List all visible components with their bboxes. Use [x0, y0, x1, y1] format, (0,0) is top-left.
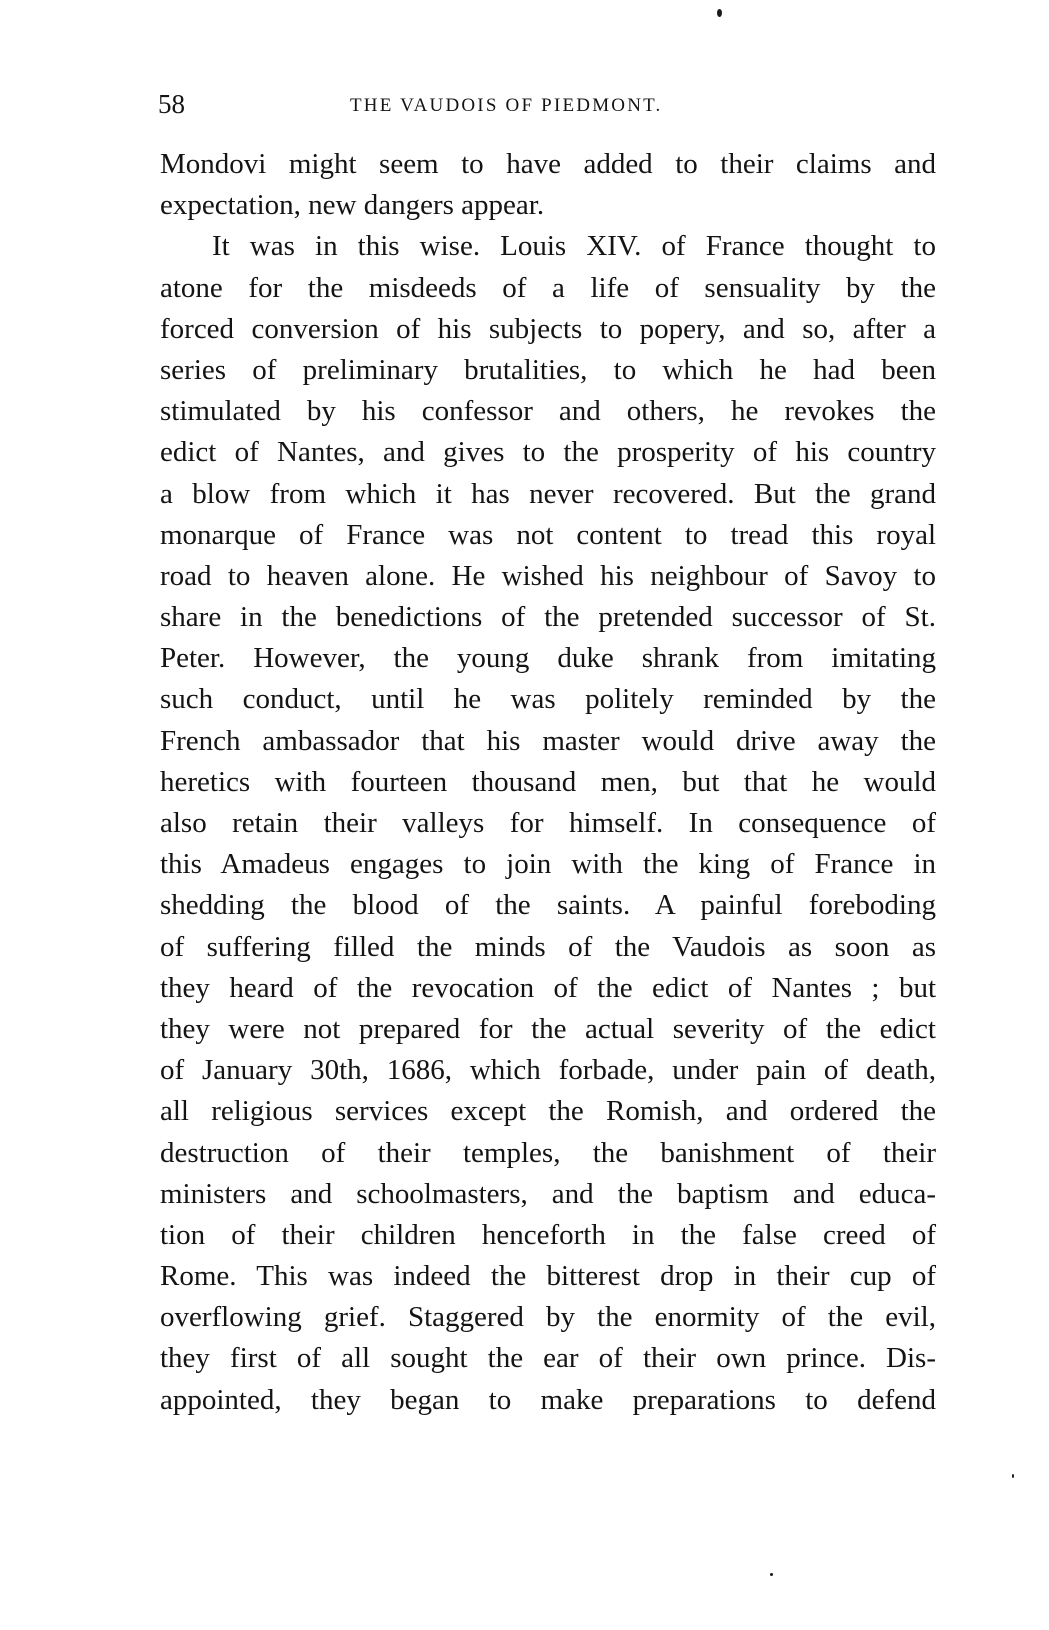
- text-line: they first of all sought the ear of their own prince. Dis-: [160, 1342, 936, 1375]
- ink-speck: [1012, 1474, 1014, 1478]
- text-line: they were not prepared for the actual severity of the edict: [160, 1012, 936, 1045]
- page-header: [158, 86, 948, 126]
- running-title: THE VAUDOIS OF PIEDMONT.: [350, 95, 663, 116]
- text-line: of suffering filled the minds of the Vaudois as soon as: [160, 930, 936, 963]
- text-line: Peter. However, the young duke shrank from imitating: [160, 642, 936, 675]
- text-line: share in the benedictions of the pretended successor of St.: [160, 601, 936, 634]
- text-line: atone for the misdeeds of a life of sensuality by the: [160, 271, 936, 304]
- text-line: edict of Nantes, and gives to the prosperity of his country: [160, 436, 936, 469]
- text-line: shedding the blood of the saints. A painful foreboding: [160, 889, 936, 922]
- text-line: forced conversion of his subjects to popery, and so, after a: [160, 312, 936, 345]
- text-line: tion of their children henceforth in the false creed of: [160, 1218, 936, 1251]
- text-line: also retain their valleys for himself. In consequence of: [160, 807, 936, 839]
- text-line: series of preliminary brutalities, to which he had been: [160, 353, 936, 386]
- text-line: Rome. This was indeed the bitterest drop in their cup of: [160, 1260, 936, 1293]
- ink-speck: [717, 9, 722, 17]
- text-line: this Amadeus engages to join with the king of France in: [160, 848, 936, 881]
- body-text: [160, 144, 936, 1421]
- text-line: such conduct, until he was politely reminded by the: [160, 683, 936, 716]
- text-line: a blow from which it has never recovered. But the grand: [160, 477, 936, 510]
- text-line: expectation, new dangers appear.: [160, 189, 545, 222]
- text-line: destruction of their temples, the banishment of their: [160, 1136, 936, 1169]
- text-line: heretics with fourteen thousand men, but that he would: [160, 765, 936, 798]
- ink-speck: [770, 1573, 773, 1576]
- page-number: 58: [158, 89, 185, 119]
- text-line: road to heaven alone. He wished his neighbour of Savoy to: [160, 559, 936, 592]
- text-line: It was in this wise. Louis XIV. of France thought to: [212, 230, 936, 263]
- text-line: appointed, they began to make preparations to defend: [160, 1383, 936, 1416]
- text-line: Mondovi might seem to have added to their claims and: [160, 148, 936, 180]
- text-line: they heard of the revocation of the edict of Nantes ; but: [160, 971, 936, 1004]
- text-line: of January 30th, 1686, which forbade, under pain of death,: [160, 1054, 936, 1087]
- text-line: monarque of France was not content to tread this royal: [160, 518, 936, 551]
- text-line: overflowing grief. Staggered by the enormity of the evil,: [160, 1301, 936, 1334]
- text-line: French ambassador that his master would drive away the: [160, 724, 936, 757]
- text-line: stimulated by his confessor and others, he revokes the: [160, 395, 936, 428]
- text-line: all religious services except the Romish, and ordered the: [160, 1095, 936, 1128]
- text-line: ministers and schoolmasters, and the baptism and educa-: [160, 1177, 936, 1210]
